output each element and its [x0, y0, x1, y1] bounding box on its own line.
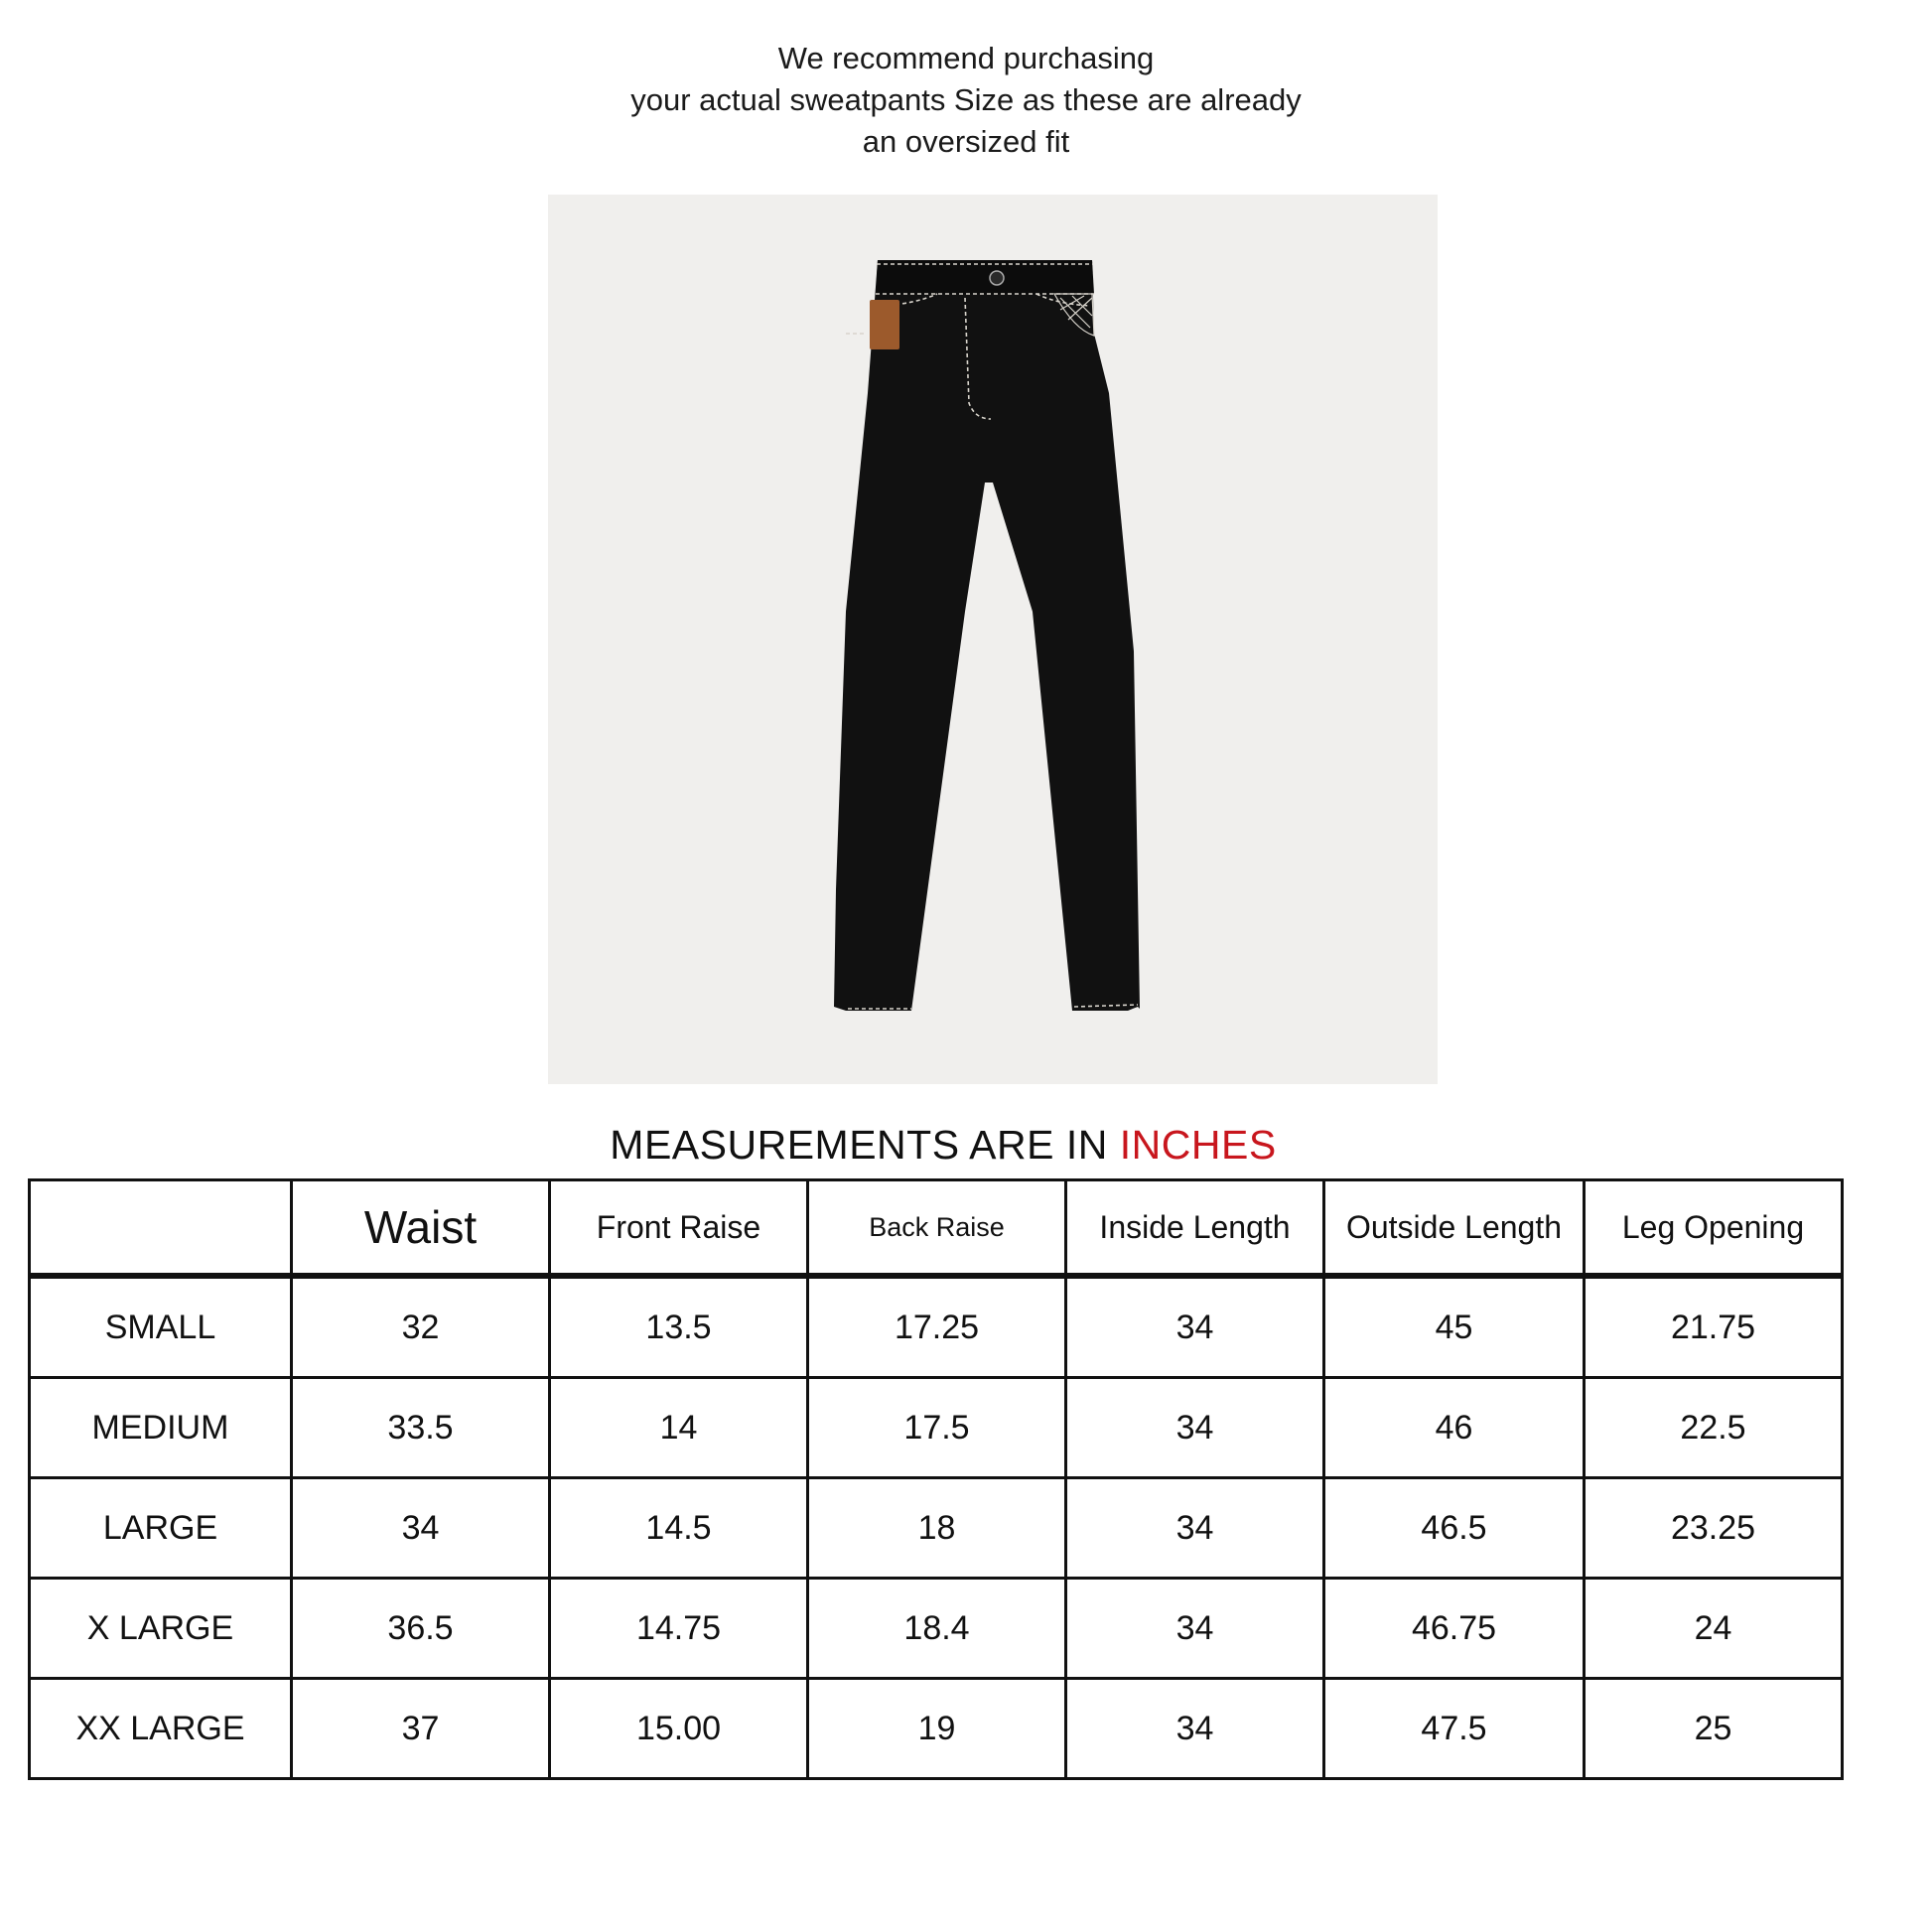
- heading-prefix: MEASUREMENTS ARE IN: [610, 1122, 1120, 1168]
- inside-length-value: 34: [1066, 1478, 1324, 1579]
- back-raise-value: 17.5: [808, 1378, 1066, 1478]
- outside-length-value: 46.5: [1324, 1478, 1585, 1579]
- heading-unit: INCHES: [1119, 1122, 1277, 1168]
- table-row: [30, 1276, 1843, 1378]
- waist-value: 36.5: [292, 1579, 550, 1679]
- table-row: [30, 1378, 1843, 1478]
- size-name: X LARGE: [30, 1579, 292, 1679]
- product-image: [548, 195, 1438, 1084]
- outside-length-value: 45: [1324, 1276, 1585, 1378]
- table-row: [30, 1679, 1843, 1779]
- outside-length-value: 46: [1324, 1378, 1585, 1478]
- table-header-row: [30, 1180, 1843, 1277]
- waist-value: 33.5: [292, 1378, 550, 1478]
- front-raise-value: 14.75: [550, 1579, 808, 1679]
- column-header-outside-length: Outside Length: [1324, 1180, 1585, 1277]
- size-name: MEDIUM: [30, 1378, 292, 1478]
- leg-opening-value: 21.75: [1585, 1276, 1843, 1378]
- inside-length-value: 34: [1066, 1276, 1324, 1378]
- front-raise-value: 13.5: [550, 1276, 808, 1378]
- front-raise-value: 14.5: [550, 1478, 808, 1579]
- outside-length-value: 47.5: [1324, 1679, 1585, 1779]
- inside-length-value: 34: [1066, 1378, 1324, 1478]
- waist-value: 37: [292, 1679, 550, 1779]
- size-name: SMALL: [30, 1276, 292, 1378]
- back-raise-value: 18: [808, 1478, 1066, 1579]
- size-chart-table: [28, 1178, 1844, 1780]
- intro-line-3: an oversized fit: [862, 124, 1070, 159]
- leg-opening-value: 24: [1585, 1579, 1843, 1679]
- waist-value: 32: [292, 1276, 550, 1378]
- intro-line-1: We recommend purchasing: [777, 41, 1155, 75]
- table-row: [30, 1579, 1843, 1679]
- back-raise-value: 17.25: [808, 1276, 1066, 1378]
- back-raise-value: 18.4: [808, 1579, 1066, 1679]
- column-header-leg-opening: Leg Opening: [1585, 1180, 1843, 1277]
- waist-value: 34: [292, 1478, 550, 1579]
- back-raise-value: 19: [808, 1679, 1066, 1779]
- column-header-back-raise: Back Raise: [808, 1180, 1066, 1277]
- pocket-patch: [870, 300, 899, 349]
- inside-length-value: 34: [1066, 1679, 1324, 1779]
- column-header-size: [30, 1180, 292, 1277]
- waist-button: [990, 271, 1004, 285]
- size-name: LARGE: [30, 1478, 292, 1579]
- intro-line-2: your actual sweatpants Size as these are already: [630, 82, 1302, 117]
- leg-opening-value: 25: [1585, 1679, 1843, 1779]
- intro-note: [0, 38, 1932, 163]
- pants-body: [834, 260, 1140, 1011]
- column-header-front-raise: Front Raise: [550, 1180, 808, 1277]
- pants-illustration: [548, 195, 1438, 1084]
- column-header-inside-length: Inside Length: [1066, 1180, 1324, 1277]
- waistband: [876, 260, 1094, 294]
- outside-length-value: 46.75: [1324, 1579, 1585, 1679]
- table-row: [30, 1478, 1843, 1579]
- column-header-waist: Waist: [292, 1180, 550, 1277]
- leg-opening-value: 22.5: [1585, 1378, 1843, 1478]
- front-raise-value: 14: [550, 1378, 808, 1478]
- size-name: XX LARGE: [30, 1679, 292, 1779]
- measurements-heading: [0, 1122, 1886, 1169]
- inside-length-value: 34: [1066, 1579, 1324, 1679]
- front-raise-value: 15.00: [550, 1679, 808, 1779]
- leg-opening-value: 23.25: [1585, 1478, 1843, 1579]
